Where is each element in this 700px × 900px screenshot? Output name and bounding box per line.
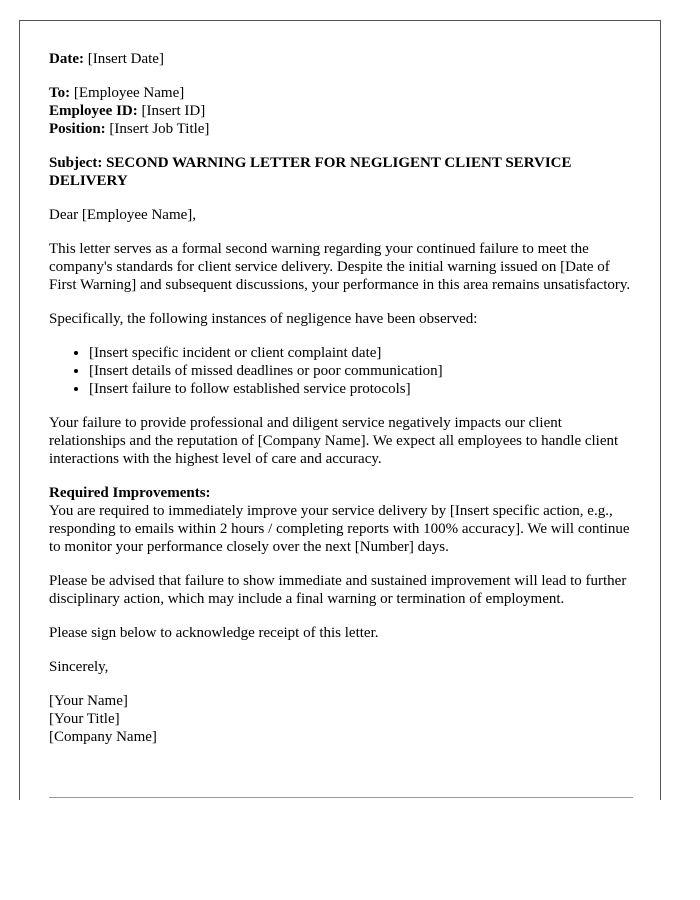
- salutation: Dear [Employee Name],: [49, 207, 197, 223]
- signature-name: [Your Name]: [49, 693, 128, 709]
- improvements-text: You are required to immediately improve your service delivery by [Insert specific action, e.g., responding to emails within 2 hours / completing reports with 100% accuracy]. We will continue to monitor your performance closely over the next [Number] days.: [49, 503, 630, 555]
- acknowledge-paragraph: Please sign below to acknowledge receipt of this letter.: [49, 625, 379, 641]
- signature-divider: [49, 797, 633, 798]
- signature-company: [Company Name]: [49, 729, 157, 745]
- date-line: [49, 50, 639, 68]
- subject-text: SECOND WARNING LETTER FOR NEGLIGENT CLIENT SERVICE DELIVERY: [49, 155, 572, 189]
- list-item: • [Insert specific incident or client complaint date]: [89, 344, 639, 362]
- employee-id-label: Employee ID:: [49, 103, 138, 119]
- consequences-paragraph: Please be advised that failure to show immediate and sustained improvement will lead to further disciplinary action, which may include a final warning or termination of employment.: [49, 573, 627, 607]
- to-label: To:: [49, 85, 71, 101]
- position-value: [Insert Job Title]: [105, 121, 210, 137]
- impact-paragraph: Your failure to provide professional and diligent service negatively impacts our client relationships and the reputation of [Company Name]. We expect all employees to handle client interactions with the highest level of care and accuracy.: [49, 415, 619, 467]
- improvements-section: [49, 484, 639, 556]
- subject-line: [49, 154, 639, 190]
- subject-label: Subject:: [49, 155, 103, 171]
- list-item: • [Insert failure to follow established service protocols]: [89, 380, 639, 398]
- employee-id-value: [Insert ID]: [137, 103, 206, 119]
- instances-intro: Specifically, the following instances of negligence have been observed:: [49, 311, 478, 327]
- signature-title: [Your Title]: [49, 711, 120, 727]
- recipient-block: [49, 84, 639, 138]
- date-label: Date:: [49, 51, 84, 67]
- list-item: • [Insert details of missed deadlines or poor communication]: [89, 362, 639, 380]
- improvements-heading: Required Improvements:: [49, 485, 211, 501]
- letter-page: [19, 20, 661, 800]
- signature-block: [49, 692, 639, 746]
- to-value: [Employee Name]: [70, 85, 185, 101]
- position-label: Position:: [49, 121, 106, 137]
- closing: Sincerely,: [49, 659, 109, 675]
- date-value: [Insert Date]: [83, 51, 164, 67]
- instances-list: [49, 344, 639, 398]
- intro-paragraph: This letter serves as a formal second warning regarding your continued failure to meet the company's standards for client service delivery. Despite the initial warning issued on [Date of First Warning] and subsequent discussions, your performance in this area remains unsatisfactory.: [49, 241, 631, 293]
- letter-body: [49, 50, 639, 762]
